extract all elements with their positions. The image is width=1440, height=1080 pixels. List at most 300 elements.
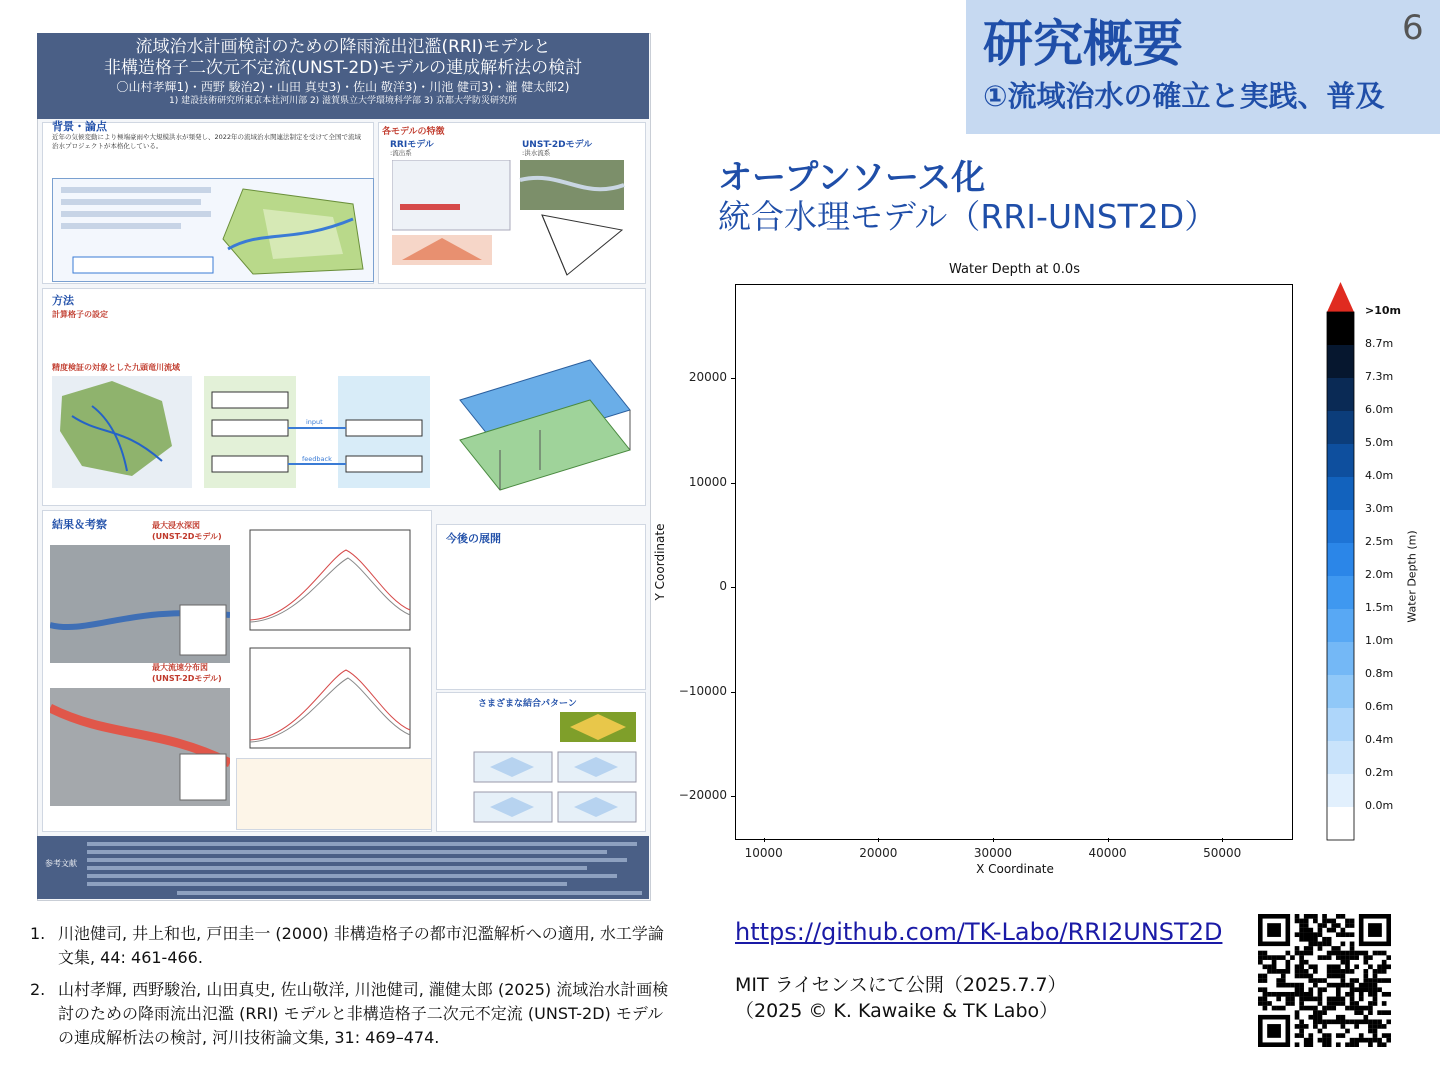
qr-module — [1295, 969, 1300, 974]
qr-module — [1304, 1024, 1309, 1029]
qr-module — [1304, 992, 1309, 997]
qr-module — [1281, 1006, 1286, 1011]
poster-affiliations: 1) 建設技術研究所東京本社河川部 2) 滋賀県立大学環境科学部 3) 京都大学防災研究所 — [168, 96, 518, 106]
qr-module — [1350, 987, 1355, 992]
qr-module — [1331, 919, 1336, 924]
qr-module — [1373, 978, 1378, 983]
qr-module — [1331, 923, 1336, 928]
y-tick-label: −20000 — [678, 788, 727, 803]
qr-module — [1327, 969, 1332, 974]
qr-module — [1327, 1038, 1332, 1043]
qr-module — [1313, 914, 1318, 919]
qr-module — [1304, 923, 1309, 928]
qr-module — [1382, 1001, 1387, 1006]
poster-models-heading: 各モデルの特徴 — [382, 127, 445, 137]
qr-module — [1382, 1042, 1387, 1047]
qr-module — [1295, 1042, 1300, 1047]
qr-module — [1359, 983, 1364, 988]
qr-module — [1322, 923, 1327, 928]
qr-module — [1281, 978, 1286, 983]
poster-unst-sub: :洪水流系 — [522, 149, 551, 157]
qr-module — [1373, 1024, 1378, 1029]
qr-module — [1295, 1015, 1300, 1020]
qr-module — [1331, 1001, 1336, 1006]
qr-module — [1313, 1006, 1318, 1011]
qr-module — [1363, 951, 1368, 956]
qr-module — [1276, 997, 1281, 1002]
qr-module — [1286, 992, 1291, 997]
qr-module — [1341, 997, 1346, 1002]
qr-module — [1276, 955, 1281, 960]
qr-module — [1354, 987, 1359, 992]
qr-module — [1318, 942, 1323, 947]
colorbar-segment — [1327, 774, 1354, 808]
qr-module — [1354, 1042, 1359, 1047]
qr-module — [1345, 932, 1350, 937]
qr-module — [1350, 932, 1355, 937]
qr-module — [1304, 974, 1309, 979]
qr-module — [1299, 974, 1304, 979]
qr-module — [1345, 1042, 1350, 1047]
qr-module — [1318, 923, 1323, 928]
qr-module — [1341, 978, 1346, 983]
y-tick-mark — [731, 692, 735, 693]
qr-module — [1258, 951, 1263, 956]
chart-title: Water Depth at 0.0s — [949, 262, 1080, 277]
x-tick-mark — [1222, 838, 1223, 842]
plot-area — [735, 284, 1293, 840]
qr-module — [1308, 914, 1313, 919]
colorbar-level-label: 3.0m — [1365, 502, 1394, 515]
qr-module — [1327, 951, 1332, 956]
qr-module — [1350, 1042, 1355, 1047]
qr-module — [1341, 951, 1346, 956]
qr-module — [1363, 1015, 1368, 1020]
qr-module — [1258, 974, 1263, 979]
qr-module — [1368, 987, 1373, 992]
qr-module — [1331, 974, 1336, 979]
qr-module — [1295, 951, 1300, 956]
qr-module — [1354, 1038, 1359, 1043]
qr-module — [1336, 914, 1341, 919]
qr-module — [1350, 1001, 1355, 1006]
qr-module — [1336, 997, 1341, 1002]
qr-module — [1354, 955, 1359, 960]
qr-module — [1299, 919, 1304, 924]
qr-module — [1299, 928, 1304, 933]
qr-module — [1286, 997, 1291, 1002]
qr-module — [1327, 955, 1332, 960]
qr-module — [1331, 969, 1336, 974]
qr-module — [1272, 964, 1277, 969]
qr-module — [1258, 1001, 1263, 1006]
qr-module — [1336, 951, 1341, 956]
poster-3d-grid — [440, 330, 640, 500]
qr-module — [1377, 1010, 1382, 1015]
qr-module — [1377, 987, 1382, 992]
colorbar-level-label: 0.2m — [1365, 766, 1394, 779]
qr-module — [1295, 1024, 1300, 1029]
qr-module — [1322, 1019, 1327, 1024]
qr-module — [1308, 974, 1313, 979]
qr-module — [1377, 969, 1382, 974]
qr-module — [1382, 1033, 1387, 1038]
poster-header — [37, 33, 649, 119]
qr-module — [1281, 992, 1286, 997]
qr-module — [1263, 992, 1268, 997]
qr-module — [1341, 914, 1346, 919]
poster-max-velocity-map — [50, 688, 230, 806]
license-text: MIT ライセンスにて公開（2025.7.7） — [735, 974, 1067, 996]
y-tick-mark — [731, 483, 735, 484]
qr-module — [1345, 969, 1350, 974]
qr-module — [1318, 932, 1323, 937]
qr-module — [1359, 1006, 1364, 1011]
reference-text: 山村孝輝, 西野駿治, 山田真史, 佐山敬洋, 川池健司, 瀧健太郎 (2025) 流域治水計画検討のための降雨流出氾濫 (RRI) モデルと非構造格子二次元不定流 (UNST-2D) モデルの連成解析法の検討, 河川技術論文集, 31: 469–474. — [58, 980, 669, 1047]
model-name-heading: 統合水理モデル（RRI-UNST2D） — [718, 197, 1218, 236]
colorbar-level-label: 0.4m — [1365, 733, 1394, 746]
qr-module — [1318, 1001, 1323, 1006]
poster-title-line2: 非構造格子二次元不定流(UNST-2D)モデルの連成解析法の検討 — [103, 58, 583, 78]
reference-number: 2. — [30, 980, 46, 999]
qr-module — [1373, 992, 1378, 997]
colorbar-level-label: 7.3m — [1365, 370, 1394, 383]
qr-module — [1263, 951, 1268, 956]
qr-module — [1295, 919, 1300, 924]
poster-basin-map — [52, 376, 192, 488]
qr-module — [1327, 1001, 1332, 1006]
qr-module — [1318, 987, 1323, 992]
qr-module — [1299, 937, 1304, 942]
qr-module — [1304, 969, 1309, 974]
qr-module — [1368, 978, 1373, 983]
qr-module — [1373, 974, 1378, 979]
poster-footer — [37, 836, 649, 899]
colorbar-level-label: 8.7m — [1365, 337, 1394, 350]
qr-module — [1331, 997, 1336, 1002]
poster-background-text: 近年の気候変動により極端豪雨や大規模洪水が頻発し、2022年の流域治水関連法制定を受けて全国で流域治水プロジェクトが本格化している。 — [52, 133, 362, 150]
qr-module — [1308, 1015, 1313, 1020]
qr-module — [1327, 1019, 1332, 1024]
qr-module — [1299, 951, 1304, 956]
x-tick-mark — [764, 838, 765, 842]
qr-module — [1258, 987, 1263, 992]
qr-module — [1345, 964, 1350, 969]
qr-module — [1327, 942, 1332, 947]
qr-module — [1354, 964, 1359, 969]
qr-module — [1308, 1042, 1313, 1047]
y-tick-mark — [731, 378, 735, 379]
colorbar-segment — [1327, 576, 1354, 610]
poster-model-figures — [392, 160, 642, 280]
qr-module — [1386, 1038, 1391, 1043]
colorbar-segment — [1327, 741, 1354, 775]
qr-module — [1322, 978, 1327, 983]
poster-patterns-diagrams — [470, 712, 640, 827]
qr-module — [1313, 997, 1318, 1002]
qr-module — [1295, 914, 1300, 919]
qr-module — [1322, 987, 1327, 992]
qr-module — [1281, 974, 1286, 979]
qr-module — [1318, 1038, 1323, 1043]
qr-module — [1313, 937, 1318, 942]
qr-module — [1331, 928, 1336, 933]
qr-module — [1281, 969, 1286, 974]
qr-module — [1313, 919, 1318, 924]
qr-module — [1341, 974, 1346, 979]
qr-module — [1382, 969, 1387, 974]
qr-module — [1354, 1019, 1359, 1024]
y-tick-label: 10000 — [688, 474, 727, 489]
github-link[interactable]: https://github.com/TK-Labo/RRI2UNST2D — [735, 918, 1223, 946]
poster-authors: 〇山村孝輝1)・西野 駿治2)・山田 真史3)・佐山 敬洋3)・川池 健司3)・瀧 健太郎2) — [116, 80, 570, 94]
qr-module — [1327, 1006, 1332, 1011]
qr-module — [1304, 951, 1309, 956]
poster-flow-input: input — [306, 418, 323, 426]
qr-module — [1345, 983, 1350, 988]
colorbar-segment — [1327, 675, 1354, 709]
y-tick-label: 20000 — [688, 370, 727, 385]
page-number: 6 — [1402, 8, 1424, 48]
qr-module — [1281, 983, 1286, 988]
qr-module — [1350, 983, 1355, 988]
x-tick-mark — [878, 838, 879, 842]
qr-module — [1267, 1001, 1272, 1006]
qr-module — [1286, 951, 1291, 956]
qr-module — [1313, 942, 1318, 947]
qr-module — [1258, 978, 1263, 983]
qr-module — [1373, 969, 1378, 974]
qr-module — [1304, 946, 1309, 951]
qr-module — [1336, 964, 1341, 969]
y-tick-label: −10000 — [678, 683, 727, 698]
qr-module — [1336, 983, 1341, 988]
qr-module — [1304, 914, 1309, 919]
qr-module — [1267, 955, 1272, 960]
qr-module — [1336, 1001, 1341, 1006]
qr-module — [1341, 1033, 1346, 1038]
qr-module — [1299, 1024, 1304, 1029]
qr-module — [1373, 1029, 1378, 1034]
qr-module — [1276, 1006, 1281, 1011]
qr-module — [1295, 932, 1300, 937]
qr-module — [1386, 1010, 1391, 1015]
qr-module — [1377, 978, 1382, 983]
qr-module — [1308, 946, 1313, 951]
qr-module — [1327, 1042, 1332, 1047]
qr-module — [1373, 1033, 1378, 1038]
qr-module — [1373, 1038, 1378, 1043]
qr-module — [1368, 1019, 1373, 1024]
qr-module — [1341, 983, 1346, 988]
colorbar-level-label: 0.8m — [1365, 667, 1394, 680]
qr-module — [1304, 932, 1309, 937]
qr-module — [1313, 1015, 1318, 1020]
qr-module — [1345, 955, 1350, 960]
qr-module — [1295, 974, 1300, 979]
poster-coupling-flowchart — [200, 362, 435, 492]
qr-module — [1331, 983, 1336, 988]
qr-module — [1350, 1019, 1355, 1024]
qr-module — [1299, 992, 1304, 997]
qr-module — [1341, 1015, 1346, 1020]
qr-module — [1327, 997, 1332, 1002]
qr-module — [1267, 969, 1272, 974]
qr-module — [1350, 969, 1355, 974]
qr-module — [1368, 955, 1373, 960]
qr-module — [1331, 951, 1336, 956]
qr-module — [1308, 978, 1313, 983]
qr-module — [1299, 1033, 1304, 1038]
qr-module — [1331, 964, 1336, 969]
qr-module — [1363, 969, 1368, 974]
qr-module — [1363, 974, 1368, 979]
qr-module — [1368, 964, 1373, 969]
qr-module — [1295, 946, 1300, 951]
qr-module — [1350, 923, 1355, 928]
poster-rri-sub: :流出系 — [390, 149, 412, 157]
qr-module — [1354, 951, 1359, 956]
qr-module — [1290, 955, 1295, 960]
qr-module — [1373, 951, 1378, 956]
qr-module — [1386, 1033, 1391, 1038]
qr-module — [1350, 1006, 1355, 1011]
poster-unst-heading: UNST-2Dモデル — [522, 140, 593, 150]
qr-module — [1373, 997, 1378, 1002]
qr-module — [1281, 955, 1286, 960]
qr-module — [1336, 969, 1341, 974]
qr-module — [1359, 997, 1364, 1002]
qr-module — [1336, 987, 1341, 992]
qr-module — [1331, 1019, 1336, 1024]
qr-module — [1377, 1019, 1382, 1024]
qr-module — [1304, 919, 1309, 924]
qr-module — [1308, 1038, 1313, 1043]
qr-finder-pattern — [1267, 1024, 1281, 1038]
qr-module — [1382, 960, 1387, 965]
x-tick-label: 50000 — [1203, 846, 1242, 860]
poster-title-line1: 流域治水計画検討のための降雨流出氾濫(RRI)モデルと — [135, 37, 551, 57]
qr-module — [1308, 937, 1313, 942]
qr-module — [1341, 1024, 1346, 1029]
qr-module — [1345, 923, 1350, 928]
qr-module — [1263, 1001, 1268, 1006]
qr-module — [1336, 1033, 1341, 1038]
qr-module — [1331, 946, 1336, 951]
colorbar-segment — [1327, 312, 1354, 346]
qr-module — [1313, 1024, 1318, 1029]
qr-module — [1299, 964, 1304, 969]
poster-references-label: 参考文献 — [45, 859, 77, 868]
qr-module — [1363, 1006, 1368, 1011]
qr-module — [1386, 992, 1391, 997]
colorbar-segment — [1327, 345, 1354, 379]
qr-module — [1263, 974, 1268, 979]
x-axis-label: X Coordinate — [976, 862, 1054, 876]
qr-module — [1318, 1010, 1323, 1015]
qr-module — [1382, 1024, 1387, 1029]
x-tick-mark — [1108, 838, 1109, 842]
qr-module — [1336, 992, 1341, 997]
qr-module — [1286, 964, 1291, 969]
qr-module — [1336, 923, 1341, 928]
qr-module — [1382, 992, 1387, 997]
qr-module — [1272, 992, 1277, 997]
qr-module — [1322, 914, 1327, 919]
qr-module — [1308, 997, 1313, 1002]
poster-method-target-heading: 精度検証の対象とした九頭竜川流域 — [52, 363, 180, 372]
qr-module — [1299, 960, 1304, 965]
qr-module — [1308, 1033, 1313, 1038]
qr-module — [1272, 960, 1277, 965]
qr-module — [1327, 964, 1332, 969]
colorbar-level-label: 0.6m — [1365, 700, 1394, 713]
qr-module — [1313, 978, 1318, 983]
qr-module — [1308, 932, 1313, 937]
qr-module — [1318, 946, 1323, 951]
qr-module — [1322, 942, 1327, 947]
qr-module — [1299, 1006, 1304, 1011]
qr-module — [1382, 1010, 1387, 1015]
qr-module — [1354, 978, 1359, 983]
colorbar-level-label: 0.0m — [1365, 799, 1394, 812]
qr-module — [1382, 964, 1387, 969]
colorbar-level-label: 6.0m — [1365, 403, 1394, 416]
qr-module — [1350, 951, 1355, 956]
qr-module — [1322, 937, 1327, 942]
qr-module — [1363, 1038, 1368, 1043]
qr-code-icon[interactable] — [1258, 914, 1391, 1047]
qr-module — [1286, 1001, 1291, 1006]
qr-module — [1295, 1033, 1300, 1038]
qr-module — [1263, 955, 1268, 960]
qr-module — [1299, 969, 1304, 974]
qr-module — [1368, 1001, 1373, 1006]
qr-module — [1322, 1006, 1327, 1011]
qr-module — [1386, 978, 1391, 983]
colorbar-segment — [1327, 510, 1354, 544]
qr-module — [1350, 919, 1355, 924]
qr-module — [1363, 960, 1368, 965]
qr-module — [1345, 1019, 1350, 1024]
qr-module — [1368, 983, 1373, 988]
qr-module — [1368, 1038, 1373, 1043]
qr-module — [1304, 960, 1309, 965]
qr-module — [1263, 964, 1268, 969]
qr-module — [1322, 1024, 1327, 1029]
qr-module — [1318, 978, 1323, 983]
qr-module — [1377, 1024, 1382, 1029]
qr-module — [1313, 932, 1318, 937]
qr-module — [1299, 932, 1304, 937]
y-tick-mark — [731, 587, 735, 588]
qr-module — [1359, 992, 1364, 997]
qr-finder-pattern — [1267, 923, 1281, 937]
qr-module — [1258, 997, 1263, 1002]
x-tick-mark — [993, 838, 994, 842]
poster-max-depth-map — [50, 545, 230, 663]
poster-max-velocity-heading: 最大流速分布図 (UNST-2Dモデル) — [152, 663, 222, 683]
qr-module — [1290, 997, 1295, 1002]
colorbar-level-label: 1.5m — [1365, 601, 1394, 614]
qr-module — [1354, 1024, 1359, 1029]
colorbar-segment — [1327, 642, 1354, 676]
poster-future-panel — [436, 524, 646, 690]
qr-module — [1354, 1010, 1359, 1015]
qr-module — [1350, 992, 1355, 997]
qr-module — [1363, 955, 1368, 960]
qr-module — [1368, 1042, 1373, 1047]
